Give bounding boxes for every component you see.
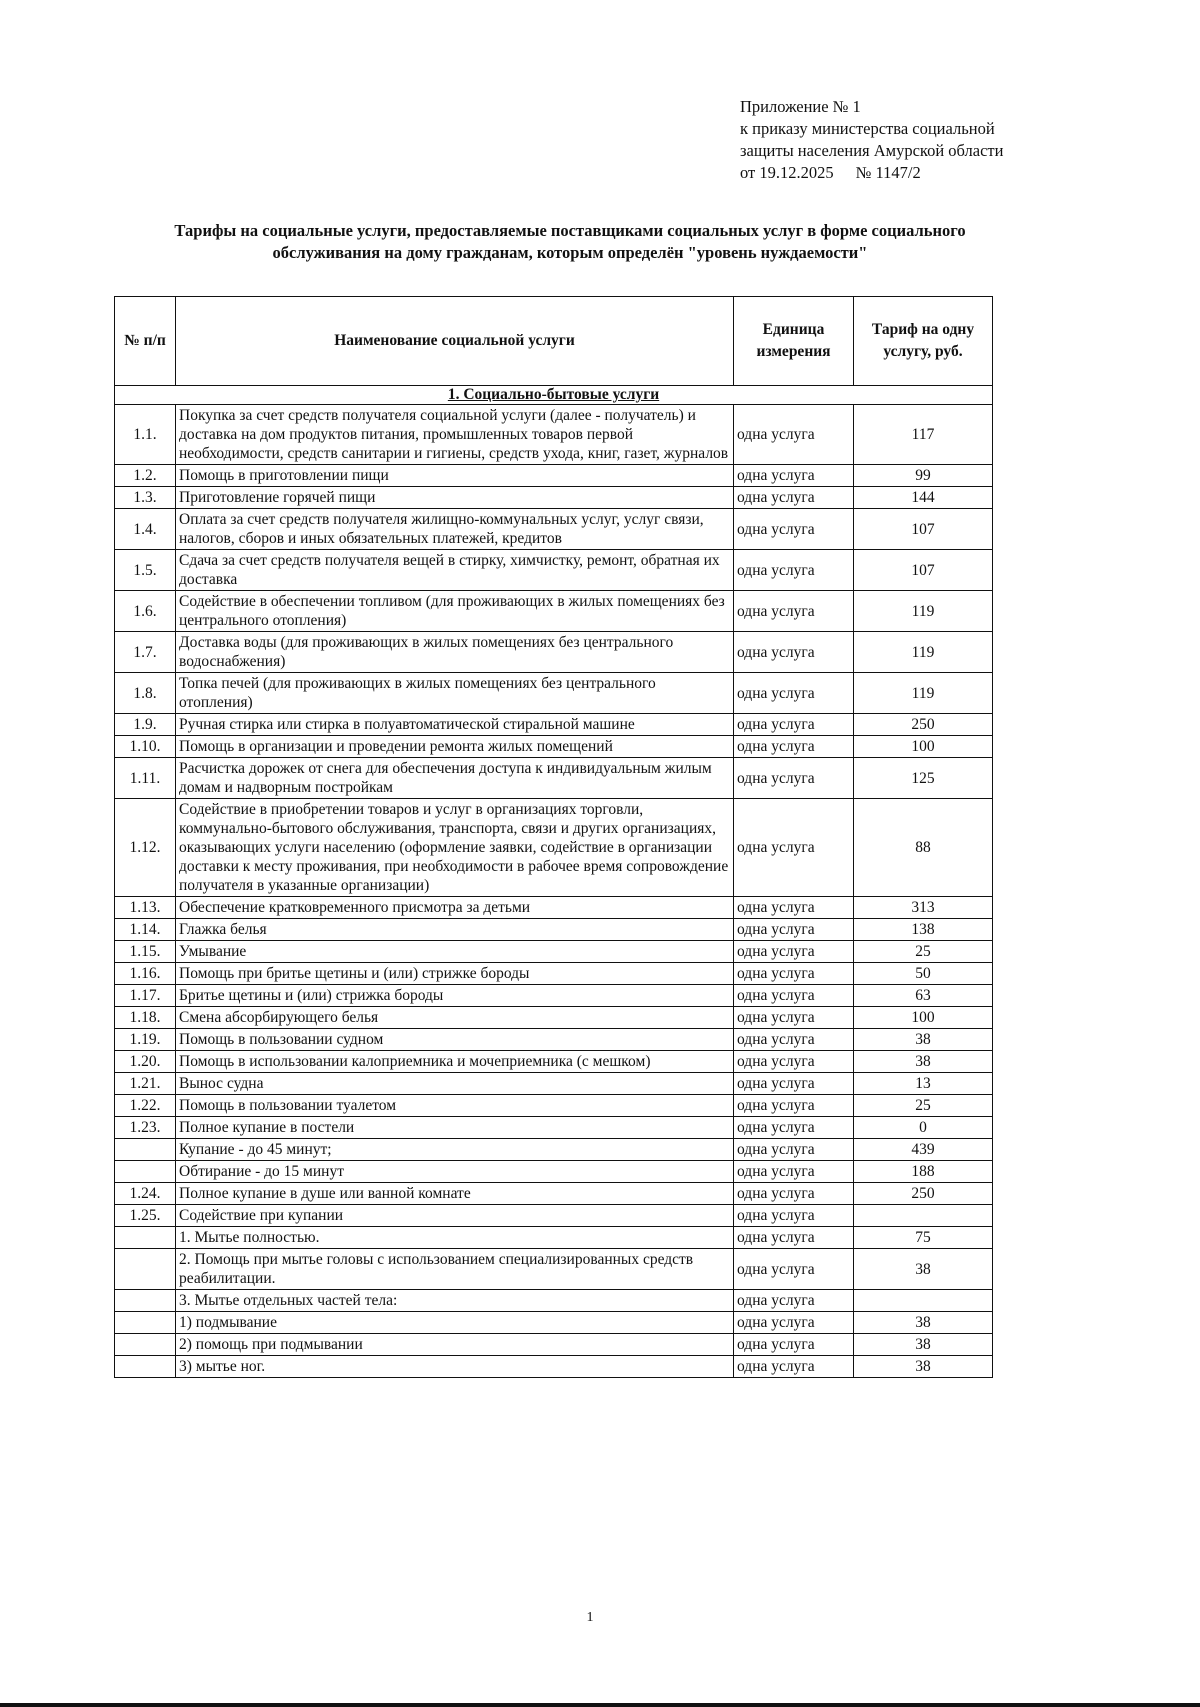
service-name: Обеспечение кратковременного присмотра за детьми [176,897,734,919]
row-number: 1.7. [115,632,176,673]
unit-of-measure: одна услуга [734,1073,854,1095]
service-name: Помощь в приготовлении пищи [176,465,734,487]
unit-of-measure: одна услуга [734,1312,854,1334]
tariff-price: 38 [854,1312,993,1334]
row-number: 1.18. [115,1007,176,1029]
table-row [115,1312,993,1334]
appendix-order-line: к приказу министерства социальной [740,119,995,138]
unit-of-measure: одна услуга [734,1161,854,1183]
table-row [115,1249,993,1290]
table-row [115,1073,993,1095]
tariff-price: 250 [854,714,993,736]
unit-of-measure: одна услуга [734,487,854,509]
row-number: 1.15. [115,941,176,963]
service-name: 3) мытье ног. [176,1356,734,1378]
document-title-line-2: обслуживания на дому гражданам, которым определён "уровень нуждаемости" [272,243,868,262]
row-number [115,1312,176,1334]
unit-of-measure: одна услуга [734,632,854,673]
tariff-price: 13 [854,1073,993,1095]
row-number: 1.12. [115,799,176,897]
tariff-price: 0 [854,1117,993,1139]
service-name: Смена абсорбирующего белья [176,1007,734,1029]
table-row [115,1029,993,1051]
tariff-price: 38 [854,1029,993,1051]
row-number: 1.21. [115,1073,176,1095]
table-row [115,919,993,941]
section-title: 1. Социально-бытовые услуги [115,386,993,405]
tariff-price: 63 [854,985,993,1007]
table-row [115,897,993,919]
unit-of-measure: одна услуга [734,673,854,714]
appendix-title: Приложение № 1 [740,97,861,116]
tariff-price: 125 [854,758,993,799]
row-number: 1.9. [115,714,176,736]
unit-of-measure: одна услуга [734,1029,854,1051]
header-price: Тариф на одну услугу, руб. [854,297,993,386]
table-row [115,1227,993,1249]
tariff-price: 100 [854,736,993,758]
appendix-number: № 1147/2 [855,163,921,182]
table-row [115,1051,993,1073]
row-number [115,1139,176,1161]
row-number: 1.25. [115,1205,176,1227]
service-name: Содействие в обеспечении топливом (для проживающих в жилых помещениях без центрального отопления) [176,591,734,632]
appendix-ministry-line: защиты населения Амурской области [740,141,1004,160]
unit-of-measure: одна услуга [734,465,854,487]
table-row [115,1139,993,1161]
row-number: 1.23. [115,1117,176,1139]
service-name: Помощь в использовании калоприемника и мочеприемника (с мешком) [176,1051,734,1073]
unit-of-measure: одна услуга [734,799,854,897]
row-number: 1.2. [115,465,176,487]
unit-of-measure: одна услуга [734,714,854,736]
table-header-row [115,297,993,386]
unit-of-measure: одна услуга [734,1183,854,1205]
table-row [115,758,993,799]
service-name: Приготовление горячей пищи [176,487,734,509]
row-number [115,1249,176,1290]
service-name: Бритье щетины и (или) стрижка бороды [176,985,734,1007]
header-name: Наименование социальной услуги [176,297,734,386]
tariff-price: 138 [854,919,993,941]
table-row [115,714,993,736]
table-row [115,591,993,632]
row-number [115,1227,176,1249]
service-name: Помощь в пользовании судном [176,1029,734,1051]
service-name: Доставка воды (для проживающих в жилых помещениях без центрального водоснабжения) [176,632,734,673]
row-number: 1.16. [115,963,176,985]
table-row [115,1205,993,1227]
unit-of-measure: одна услуга [734,1227,854,1249]
tariff-price: 250 [854,1183,993,1205]
service-name: Расчистка дорожек от снега для обеспечения доступа к индивидуальным жилым домам и надворным постройкам [176,758,734,799]
table-row [115,1290,993,1312]
row-number: 1.3. [115,487,176,509]
tariff-price: 100 [854,1007,993,1029]
unit-of-measure: одна услуга [734,758,854,799]
unit-of-measure: одна услуга [734,405,854,465]
service-name: 1) подмывание [176,1312,734,1334]
service-name: Глажка белья [176,919,734,941]
unit-of-measure: одна услуга [734,1139,854,1161]
service-name: 1. Мытье полностью. [176,1227,734,1249]
page-number: 1 [586,1610,594,1625]
tariff-price: 38 [854,1051,993,1073]
table-row [115,405,993,465]
row-number: 1.1. [115,405,176,465]
table-row [115,509,993,550]
tariff-price: 117 [854,405,993,465]
service-name: 2. Помощь при мытье головы с использованием специализированных средств реабилитации. [176,1249,734,1290]
table-row [115,1117,993,1139]
tariff-price: 119 [854,591,993,632]
table-row [115,487,993,509]
service-name: Покупка за счет средств получателя социальной услуги (далее - получатель) и доставка на дом продуктов питания, промышленных товаров первой необходимости, средств санитарии и гигиены, средств ухода, книг, газет, журналов [176,405,734,465]
table-row [115,632,993,673]
row-number [115,1290,176,1312]
table-row [115,1334,993,1356]
table-row [115,1007,993,1029]
service-name: 3. Мытье отдельных частей тела: [176,1290,734,1312]
row-number: 1.8. [115,673,176,714]
service-name: Содействие в приобретении товаров и услуг в организациях торговли, коммунально-бытового обслуживания, транспорта, связи и других организациях, оказывающих услуги населению (оформление заявки, содействие в организации доставки к месту проживания, при необходимости в рабочее время сопровождение получателя в указанные организации) [176,799,734,897]
unit-of-measure: одна услуга [734,550,854,591]
section-row [115,386,993,405]
row-number: 1.13. [115,897,176,919]
unit-of-measure: одна услуга [734,1290,854,1312]
tariff-price: 439 [854,1139,993,1161]
tariff-price: 75 [854,1227,993,1249]
header-num: № п/п [115,297,176,386]
service-name: Полное купание в душе или ванной комнате [176,1183,734,1205]
tariff-price: 50 [854,963,993,985]
unit-of-measure: одна услуга [734,591,854,632]
table-row [115,736,993,758]
table-row [115,941,993,963]
row-number: 1.5. [115,550,176,591]
service-name: Помощь в организации и проведении ремонта жилых помещений [176,736,734,758]
unit-of-measure: одна услуга [734,1356,854,1378]
tariff-price: 38 [854,1356,993,1378]
tariff-price: 188 [854,1161,993,1183]
appendix-block [740,96,1040,184]
row-number [115,1334,176,1356]
header-unit: Единица измерения [734,297,854,386]
tariff-price: 99 [854,465,993,487]
service-name: Помощь в пользовании туалетом [176,1095,734,1117]
row-number [115,1161,176,1183]
unit-of-measure: одна услуга [734,919,854,941]
service-name: Ручная стирка или стирка в полуавтоматической стиральной машине [176,714,734,736]
table-row [115,550,993,591]
service-name: Полное купание в постели [176,1117,734,1139]
row-number: 1.19. [115,1029,176,1051]
table-row [115,1095,993,1117]
tariff-price: 88 [854,799,993,897]
appendix-date: от 19.12.2025 [740,163,834,182]
row-number [115,1356,176,1378]
table-row [115,1161,993,1183]
document-title [120,220,1020,264]
tariff-price: 25 [854,941,993,963]
service-name: Топка печей (для проживающих в жилых помещениях без центрального отопления) [176,673,734,714]
table-row [115,985,993,1007]
row-number: 1.6. [115,591,176,632]
table-row [115,465,993,487]
tariffs-table-body [115,386,993,1378]
row-number: 1.22. [115,1095,176,1117]
tariff-price: 107 [854,550,993,591]
tariff-price [854,1290,993,1312]
unit-of-measure: одна услуга [734,897,854,919]
unit-of-measure: одна услуга [734,1051,854,1073]
row-number: 1.17. [115,985,176,1007]
table-row [115,963,993,985]
unit-of-measure: одна услуга [734,1249,854,1290]
service-name: Оплата за счет средств получателя жилищно-коммунальных услуг, услуг связи, налогов, сборов и иных обязательных платежей, кредитов [176,509,734,550]
row-number: 1.4. [115,509,176,550]
service-name: Содействие при купании [176,1205,734,1227]
unit-of-measure: одна услуга [734,1095,854,1117]
document-title-line-1: Тарифы на социальные услуги, предоставляемые поставщиками социальных услуг в форме социального [174,221,966,240]
service-name: Помощь при бритье щетины и (или) стрижке бороды [176,963,734,985]
row-number: 1.24. [115,1183,176,1205]
tariff-price [854,1205,993,1227]
tariff-price: 119 [854,673,993,714]
appendix-date-line [740,162,1040,184]
tariff-price: 38 [854,1249,993,1290]
row-number: 1.14. [115,919,176,941]
unit-of-measure: одна услуга [734,1007,854,1029]
service-name: Обтирание - до 15 минут [176,1161,734,1183]
unit-of-measure: одна услуга [734,1205,854,1227]
unit-of-measure: одна услуга [734,941,854,963]
tariff-price: 119 [854,632,993,673]
table-row [115,799,993,897]
table-row [115,1356,993,1378]
tariff-price: 25 [854,1095,993,1117]
unit-of-measure: одна услуга [734,1334,854,1356]
service-name: Вынос судна [176,1073,734,1095]
row-number: 1.10. [115,736,176,758]
tariff-price: 144 [854,487,993,509]
unit-of-measure: одна услуга [734,985,854,1007]
tariff-price: 313 [854,897,993,919]
unit-of-measure: одна услуга [734,963,854,985]
unit-of-measure: одна услуга [734,1117,854,1139]
scan-edge [0,1703,1200,1707]
tariffs-table [114,296,993,1378]
tariff-price: 107 [854,509,993,550]
service-name: Сдача за счет средств получателя вещей в стирку, химчистку, ремонт, обратная их доставка [176,550,734,591]
tariff-price: 38 [854,1334,993,1356]
service-name: Купание - до 45 минут; [176,1139,734,1161]
table-row [115,1183,993,1205]
row-number: 1.20. [115,1051,176,1073]
unit-of-measure: одна услуга [734,509,854,550]
service-name: 2) помощь при подмывании [176,1334,734,1356]
row-number: 1.11. [115,758,176,799]
unit-of-measure: одна услуга [734,736,854,758]
table-row [115,673,993,714]
service-name: Умывание [176,941,734,963]
